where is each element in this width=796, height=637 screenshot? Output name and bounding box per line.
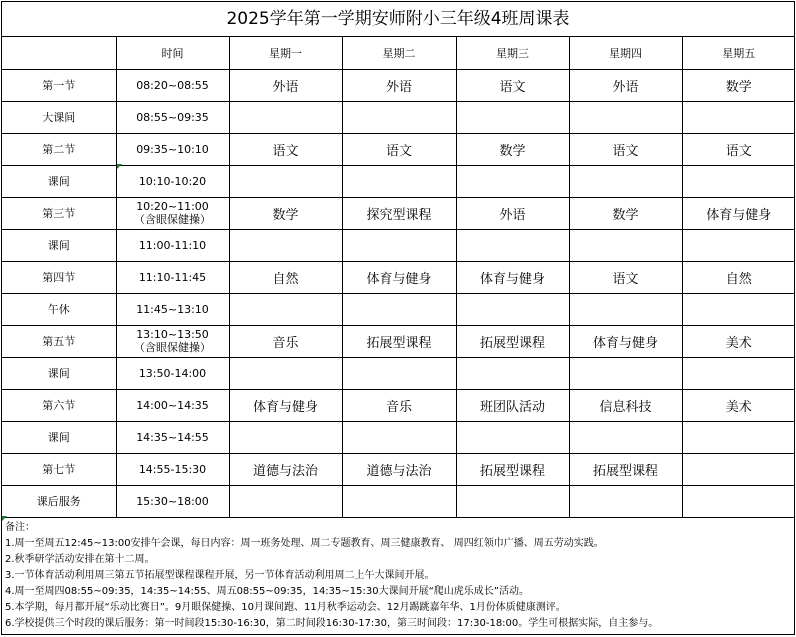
subject-cell-tue: 探究型课程: [342, 197, 456, 229]
subject-cell-mon: [229, 357, 342, 389]
subject-cell-thu: 外语: [569, 69, 682, 101]
period-label: 第七节: [2, 453, 116, 485]
subject-cell-fri: [682, 229, 795, 261]
subject-cell-tue: [342, 165, 456, 197]
table-row: [2, 357, 795, 389]
day-header-fri: 星期五: [682, 37, 795, 69]
table-row: [2, 389, 795, 421]
subject-cell-fri: [682, 453, 795, 485]
table-row: [2, 325, 795, 357]
table-row: [2, 421, 795, 453]
subject-cell-wed: [456, 421, 569, 453]
timetable-grid: [2, 37, 795, 518]
period-label: 第三节: [2, 197, 116, 229]
subject-cell-tue: [342, 293, 456, 325]
time-text: 09:35~10:10: [136, 142, 209, 156]
subject-cell-thu: [569, 485, 682, 517]
time-cell: [116, 485, 229, 517]
subject-cell-fri: 美术: [682, 325, 795, 357]
subject-cell-wed: [456, 165, 569, 197]
day-header-tue: 星期二: [342, 37, 456, 69]
table-row: [2, 197, 795, 229]
subject-cell-thu: [569, 421, 682, 453]
time-cell: [116, 101, 229, 133]
subject-cell-thu: 语文: [569, 133, 682, 165]
subject-cell-mon: [229, 485, 342, 517]
timetable-sheet: [1, 1, 795, 635]
subject-cell-mon: 数学: [229, 197, 342, 229]
subject-cell-wed: 数学: [456, 133, 569, 165]
subject-cell-thu: [569, 229, 682, 261]
subject-cell-thu: 信息科技: [569, 389, 682, 421]
subject-cell-wed: [456, 485, 569, 517]
note-line: 2.秋季研学活动安排在第十二周。: [5, 553, 155, 565]
time-text: （含眼保健操）: [134, 341, 211, 354]
note-line: 4.周一至周四08:55~09:35，14:35~14:55、周五08:55~09:35，14:35~15:30大课间开展“爬山虎乐成长”活动。: [5, 585, 529, 597]
table-row: [2, 229, 795, 261]
subject-cell-fri: [682, 165, 795, 197]
notes-list: [5, 536, 791, 632]
subject-cell-wed: 拓展型课程: [456, 453, 569, 485]
subject-cell-fri: [682, 101, 795, 133]
period-label: 课后服务: [2, 485, 116, 517]
time-cell: [116, 69, 229, 101]
subject-cell-fri: 数学: [682, 69, 795, 101]
corner-cell: [2, 37, 116, 69]
subject-cell-thu: 数学: [569, 197, 682, 229]
time-cell: [116, 421, 229, 453]
time-cell: [116, 389, 229, 421]
subject-cell-mon: 音乐: [229, 325, 342, 357]
time-text: 10:20~11:00: [136, 200, 209, 213]
subject-cell-tue: 拓展型课程: [342, 325, 456, 357]
subject-cell-mon: [229, 229, 342, 261]
time-cell: [116, 293, 229, 325]
period-label: 第四节: [2, 261, 116, 293]
time-text: 11:00-11:10: [138, 238, 207, 252]
subject-cell-tue: [342, 421, 456, 453]
time-text: 08:55~09:35: [136, 110, 209, 124]
time-text: 08:20~08:55: [136, 78, 209, 92]
period-label: 课间: [2, 229, 116, 261]
subject-cell-thu: [569, 165, 682, 197]
time-cell: [116, 165, 229, 197]
subject-cell-fri: [682, 293, 795, 325]
subject-cell-tue: 外语: [342, 69, 456, 101]
subject-cell-wed: 体育与健身: [456, 261, 569, 293]
subject-cell-mon: [229, 293, 342, 325]
day-header-wed: 星期三: [456, 37, 569, 69]
subject-cell-thu: [569, 357, 682, 389]
subject-cell-fri: 语文: [682, 133, 795, 165]
table-row: [2, 485, 795, 517]
day-header-thu: 星期四: [569, 37, 682, 69]
cell-comment-marker: [117, 164, 122, 169]
subject-cell-tue: 体育与健身: [342, 261, 456, 293]
note-line: 1.周一至周五12:45~13:00安排午会课，每日内容：周一班务处理、周二专题教育、周三健康教育、 周四红领巾广播、周五劳动实践。: [5, 537, 604, 549]
period-label: 第一节: [2, 69, 116, 101]
subject-cell-thu: [569, 101, 682, 133]
table-row: [2, 293, 795, 325]
subject-cell-tue: [342, 485, 456, 517]
subject-cell-wed: [456, 293, 569, 325]
table-row: [2, 165, 795, 197]
subject-cell-mon: 外语: [229, 69, 342, 101]
period-label: 第二节: [2, 133, 116, 165]
subject-cell-tue: 语文: [342, 133, 456, 165]
day-header-mon: 星期一: [229, 37, 342, 69]
subject-cell-wed: 语文: [456, 69, 569, 101]
subject-cell-thu: [569, 293, 682, 325]
page-title: 2025学年第一学期安师附小三年级4班周课表: [2, 2, 794, 37]
header-row: [2, 37, 795, 69]
cell-comment-marker: [2, 516, 7, 521]
time-text: 11:45~13:10: [136, 302, 209, 316]
time-cell: [116, 261, 229, 293]
time-text: 13:10~13:50: [136, 328, 209, 341]
time-column-header: 时间: [116, 37, 229, 69]
table-row: [2, 101, 795, 133]
table-row: [2, 453, 795, 485]
notes-heading: 备注：: [5, 521, 35, 533]
time-text: 14:55-15:30: [138, 462, 207, 476]
subject-cell-wed: [456, 229, 569, 261]
period-label: 午休: [2, 293, 116, 325]
time-text: 10:10-10:20: [138, 174, 207, 188]
subject-cell-fri: 自然: [682, 261, 795, 293]
table-row: [2, 261, 795, 293]
subject-cell-tue: [342, 357, 456, 389]
note-line: 6.学校提供三个时段的课后服务：第一时间段15:30-16:30，第二时间段16:30-17:30，第三时间段：17:30-18:00。学生可根据实际，自主参与。: [5, 617, 659, 629]
subject-cell-fri: [682, 421, 795, 453]
time-cell: [116, 229, 229, 261]
time-cell: [116, 325, 229, 357]
subject-cell-mon: 体育与健身: [229, 389, 342, 421]
subject-cell-wed: 拓展型课程: [456, 325, 569, 357]
period-label: 大课间: [2, 101, 116, 133]
subject-cell-thu: 拓展型课程: [569, 453, 682, 485]
subject-cell-fri: [682, 485, 795, 517]
notes-section: [2, 518, 794, 632]
time-text: 14:35~14:55: [136, 430, 209, 444]
time-text: 15:30~18:00: [136, 494, 209, 508]
subject-cell-thu: 体育与健身: [569, 325, 682, 357]
subject-cell-mon: [229, 421, 342, 453]
time-text: 13:50-14:00: [138, 366, 207, 380]
period-label: 第六节: [2, 389, 116, 421]
subject-cell-mon: [229, 101, 342, 133]
time-cell: [116, 357, 229, 389]
subject-cell-mon: 语文: [229, 133, 342, 165]
subject-cell-wed: [456, 101, 569, 133]
subject-cell-fri: [682, 357, 795, 389]
subject-cell-thu: 语文: [569, 261, 682, 293]
time-cell: [116, 453, 229, 485]
period-label: 课间: [2, 165, 116, 197]
subject-cell-mon: [229, 165, 342, 197]
note-line: 5.本学期，每月都开展“乐动比赛日”。9月眼保健操、10月课间跑、11月秋季运动会、12月踢跳嘉年华、1月份体质健康测评。: [5, 601, 566, 613]
time-cell: [116, 133, 229, 165]
period-label: 课间: [2, 421, 116, 453]
subject-cell-mon: 自然: [229, 261, 342, 293]
note-line: 3.一节体育活动利用周三第五节拓展型课程课程开展，另一节体育活动利用周二上午大课间开展。: [5, 569, 435, 581]
period-label: 课间: [2, 357, 116, 389]
subject-cell-fri: 美术: [682, 389, 795, 421]
subject-cell-tue: 道德与法治: [342, 453, 456, 485]
table-row: [2, 69, 795, 101]
subject-cell-tue: [342, 229, 456, 261]
subject-cell-wed: [456, 357, 569, 389]
time-cell: [116, 197, 229, 229]
time-text: （含眼保健操）: [134, 213, 211, 226]
subject-cell-tue: [342, 101, 456, 133]
period-label: 第五节: [2, 325, 116, 357]
subject-cell-wed: 外语: [456, 197, 569, 229]
subject-cell-tue: 音乐: [342, 389, 456, 421]
table-row: [2, 133, 795, 165]
time-text: 11:10-11:45: [138, 270, 207, 284]
time-text: 14:00~14:35: [136, 398, 209, 412]
subject-cell-wed: 班团队活动: [456, 389, 569, 421]
subject-cell-fri: 体育与健身: [682, 197, 795, 229]
subject-cell-mon: 道德与法治: [229, 453, 342, 485]
